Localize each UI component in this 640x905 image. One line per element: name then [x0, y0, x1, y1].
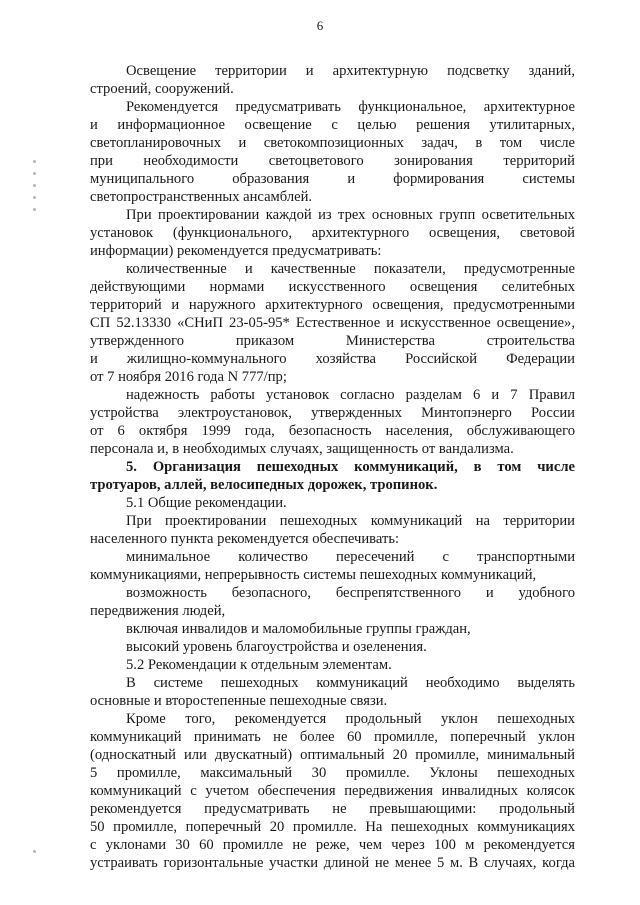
- text-line: с уклонами 30 60 промилле не реже, чем через 100 м рекомендуется: [90, 837, 575, 853]
- text-line: СП 52.13330 «СНиП 23-05-95* Естественное и искусственное освещение»,: [90, 315, 575, 331]
- text-line: информации) рекомендуется предусматривать:: [90, 243, 382, 259]
- text-line: при необходимости светоцветового зонирования территорий: [90, 153, 575, 169]
- text-line: 5 промилле, максимальный 30 промилле. Уклоны пешеходных: [90, 765, 575, 781]
- page-number: 6: [316, 18, 324, 33]
- text-line: основные и второстепенные пешеходные связи.: [90, 693, 388, 709]
- text-line: 50 промилле, поперечный 20 промилле. На пешеходных коммуникациях: [90, 819, 575, 835]
- text-line: включая инвалидов и маломобильные группы граждан,: [126, 621, 471, 637]
- text-line: действующими нормами искусственного освещения селитебных: [90, 279, 575, 295]
- text-line: При проектировании пешеходных коммуникаций на территории: [126, 513, 575, 529]
- text-line: коммуникаций с учетом обеспечения передвижения инвалидных колясок: [90, 783, 575, 799]
- section-heading-line: 5. Организация пешеходных коммуникаций, в том числе: [126, 459, 575, 475]
- text-line: утвержденного приказом Министерства строительства: [90, 333, 575, 349]
- text-line: населенного пункта рекомендуется обеспечивать:: [90, 531, 400, 547]
- text-line: количественные и качественные показатели, предусмотренные: [126, 261, 575, 277]
- text-line: Кроме того, рекомендуется продольный уклон пешеходных: [126, 711, 575, 727]
- text-line: светопланировочных и светокомпозиционных задач, в том числе: [90, 135, 575, 151]
- text-line: Рекомендуется предусматривать функциональное, архитектурное: [126, 99, 575, 115]
- text-line: от 7 ноября 2016 года N 777/пр;: [90, 369, 287, 385]
- text-line: В системе пешеходных коммуникаций необходимо выделять: [126, 675, 575, 691]
- document-body: [90, 62, 575, 872]
- text-line: рекомендуется предусматривать не превышающими: продольный: [90, 801, 575, 817]
- text-line: территорий и наружного архитектурного освещения, предусмотренными: [90, 297, 575, 313]
- binding-marks: [28, 160, 42, 860]
- text-line: коммуникаций принимать не более 60 промилле, поперечный уклон: [90, 729, 575, 745]
- text-line: (односкатный или двускатный) оптимальный 20 промилле, минимальный: [90, 747, 575, 763]
- text-line: от 6 октября 1999 года, безопасность населения, обслуживающего: [90, 423, 575, 439]
- text-line: и информационное освещение с целью решения утилитарных,: [90, 117, 575, 133]
- text-line: 5.1 Общие рекомендации.: [126, 495, 287, 511]
- text-line: высокий уровень благоустройства и озеленения.: [126, 639, 427, 655]
- text-line: светопространственных ансамблей.: [90, 189, 313, 205]
- text-line: Освещение территории и архитектурную подсветку зданий,: [126, 63, 575, 79]
- text-line: возможность безопасного, беспрепятственного и удобного: [126, 585, 575, 601]
- text-line: 5.2 Рекомендации к отдельным элементам.: [126, 657, 392, 673]
- text-line: При проектировании каждой из трех основных групп осветительных: [126, 207, 575, 223]
- text-line: надежность работы установок согласно разделам 6 и 7 Правил: [126, 387, 575, 403]
- text-line: строений, сооружений.: [90, 81, 234, 97]
- text-line: персонала и, в необходимых случаях, защищенность от вандализма.: [90, 441, 514, 457]
- text-line: установок (функционального, архитектурного освещения, световой: [90, 225, 575, 241]
- text-line: передвижения людей,: [90, 603, 226, 619]
- text-line: муниципального образования и формирования системы: [90, 171, 575, 187]
- text-line: минимальное количество пересечений с транспортными: [126, 549, 575, 565]
- text-line: устраивать горизонтальные участки длиной не менее 5 м. В случаях, когда: [90, 855, 575, 871]
- section-heading-line: тротуаров, аллей, велосипедных дорожек, тропинок.: [90, 477, 438, 493]
- text-line: коммуникациями, непрерывность системы пешеходных коммуникаций,: [90, 567, 537, 583]
- text-line: устройства электроустановок, утвержденных Минтопэнерго России: [90, 405, 575, 421]
- text-line: и жилищно-коммунального хозяйства Российской Федерации: [90, 351, 575, 367]
